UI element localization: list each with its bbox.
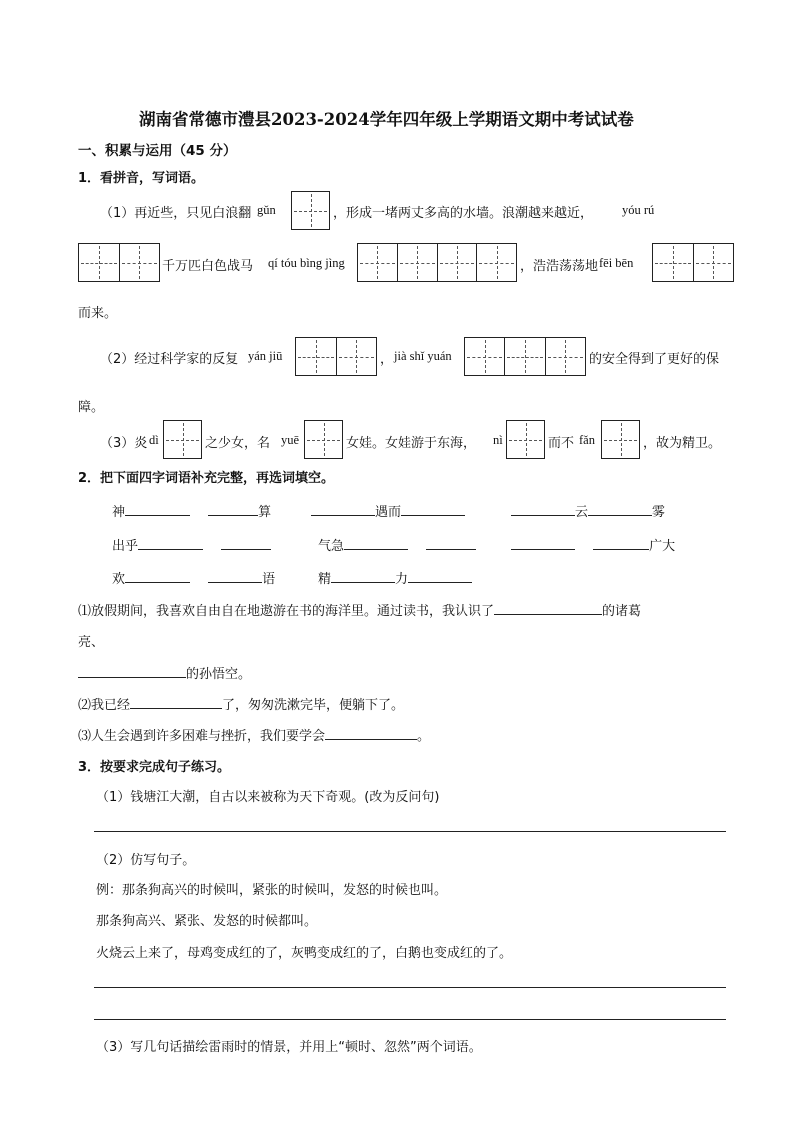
idiom-8-blank[interactable] <box>331 569 395 583</box>
q3-part3: （3）写几句话描绘雷雨时的情景，并用上“顿时、忽然”两个词语。 <box>96 1040 482 1055</box>
q3-part2: （2）仿写句子。 <box>96 853 196 868</box>
fill-sentence-1-line2 <box>78 663 251 682</box>
idiom-1-blank[interactable] <box>125 502 190 516</box>
idiom-4-char: 出乎 <box>112 539 139 554</box>
q1-part1-text-b: ，形成一堵两丈多高的水墙。浪潮越来越近， <box>333 206 594 221</box>
question-1-heading: 1．看拼音，写词语。 <box>78 171 205 186</box>
q3-example-2: 那条狗高兴、紧张、发怒的时候都叫。 <box>96 914 318 929</box>
q1-part2-text-a: （2）经过科学家的反复 <box>100 352 239 367</box>
q1-part2-text-b: ， <box>380 352 394 367</box>
idiom-7 <box>112 568 275 587</box>
idiom-7-blank-2[interactable] <box>208 569 262 583</box>
answer-line-3[interactable] <box>94 1019 726 1020</box>
idiom-8-char: 精 <box>318 572 332 587</box>
q1-part2-text-d: 障。 <box>78 400 105 415</box>
question-3-heading: 3．按要求完成句子练习。 <box>78 760 231 775</box>
question-2-heading: 2．把下面四字词语补充完整，再选词填空。 <box>78 471 335 486</box>
fill-sentence-2-text-b: 了，匆匆洗漱完毕，便躺下了。 <box>222 698 405 713</box>
answer-box-jiashiyuan[interactable] <box>464 337 586 376</box>
answer-box-yue[interactable] <box>304 420 343 459</box>
idiom-8-char-2: 力 <box>395 572 409 587</box>
idiom-1 <box>112 501 271 520</box>
q1-part1-text-d: ，浩浩荡荡地 <box>520 259 599 274</box>
fill-blank-3[interactable] <box>130 695 222 709</box>
idiom-8 <box>318 568 472 587</box>
idiom-7-char-2: 语 <box>262 572 276 587</box>
pinyin-ni: nì <box>493 433 503 447</box>
answer-box-yanjiu[interactable] <box>295 337 377 376</box>
q1-part3-text-c: 女娃。女娃游于东海， <box>346 436 477 451</box>
pinyin-gun: gǔn <box>257 203 276 217</box>
q1-part1-text-a: （1）再近些，只见白浪翻 <box>100 206 252 221</box>
q1-part3-text-d: 而不 <box>548 436 575 451</box>
fill-sentence-1-text-a: ⑴放假期间，我喜欢自由自在地遨游在书的海洋里。通过读书，我认识了 <box>78 604 495 619</box>
idiom-3-char-2: 雾 <box>652 505 666 520</box>
answer-box-yourru[interactable] <box>78 243 160 282</box>
fill-sentence-1-cont: 亮、 <box>78 635 105 650</box>
pinyin-fan: fǎn <box>579 433 595 447</box>
idiom-5-blank-2[interactable] <box>426 536 476 550</box>
fill-sentence-1-text-d: 的孙悟空。 <box>186 667 252 682</box>
idiom-2-char: 遇而 <box>375 505 402 520</box>
fill-blank-1[interactable] <box>494 601 602 615</box>
idiom-2-blank[interactable] <box>311 502 375 516</box>
fill-sentence-2-text-a: ⑵我已经 <box>78 698 131 713</box>
answer-box-ni[interactable] <box>506 420 545 459</box>
fill-sentence-2 <box>78 694 404 713</box>
idiom-1-char-2: 算 <box>258 505 272 520</box>
idiom-2 <box>311 501 465 520</box>
q3-prompt-sentence: 火烧云上来了，母鸡变成红的了，灰鸭变成红的了，白鹅也变成红的了。 <box>96 946 513 961</box>
idiom-7-char: 欢 <box>112 572 126 587</box>
answer-box-feiben[interactable] <box>652 243 734 282</box>
fill-sentence-3 <box>78 725 430 744</box>
q3-example-1: 例：那条狗高兴的时候叫，紧张的时候叫，发怒的时候也叫。 <box>96 883 448 898</box>
idiom-3-blank[interactable] <box>511 502 575 516</box>
answer-box-fan[interactable] <box>601 420 640 459</box>
idiom-1-char: 神 <box>112 505 126 520</box>
pinyin-jiashiyuan: jià shǐ yuán <box>394 349 452 363</box>
idiom-3-blank-2[interactable] <box>588 502 652 516</box>
idiom-5-char: 气急 <box>318 539 345 554</box>
idiom-3-char: 云 <box>575 505 589 520</box>
idiom-6-char: 广大 <box>649 539 676 554</box>
answer-box-di[interactable] <box>163 420 202 459</box>
answer-box-gun[interactable] <box>291 191 330 230</box>
section-heading: 一、积累与运用（45 分） <box>78 143 237 159</box>
answer-box-qitoubingjing[interactable] <box>357 243 517 282</box>
fill-blank-4[interactable] <box>325 726 417 740</box>
idiom-3 <box>511 501 665 520</box>
idiom-8-blank-2[interactable] <box>408 569 472 583</box>
pinyin-yue: yuē <box>281 433 300 447</box>
idiom-5 <box>318 535 476 554</box>
idiom-6-blank-2[interactable] <box>593 536 649 550</box>
pinyin-yanjiu: yán jiū <box>248 349 283 363</box>
idiom-2-blank-2[interactable] <box>401 502 465 516</box>
idiom-4-blank-2[interactable] <box>221 536 271 550</box>
fill-sentence-3-text-a: ⑶人生会遇到许多困难与挫折，我们要学会 <box>78 729 326 744</box>
q1-part3-text-a: （3）炎 <box>100 436 148 451</box>
q1-part3-text-b: 之少女，名 <box>205 436 271 451</box>
answer-line-2[interactable] <box>94 987 726 988</box>
answer-line-1[interactable] <box>94 831 726 832</box>
exam-title: 湖南省常德市澧县2023-2024学年四年级上学期语文期中考试试卷 <box>139 110 634 129</box>
fill-sentence-1-text-b: 的诸葛 <box>602 604 642 619</box>
fill-sentence-3-text-b: 。 <box>417 729 431 744</box>
idiom-5-blank[interactable] <box>344 536 408 550</box>
fill-blank-2[interactable] <box>78 664 186 678</box>
q1-part1-text-c: 千万匹白色战马 <box>162 259 254 274</box>
pinyin-qitoubingjing: qí tóu bìng jìng <box>268 256 345 270</box>
fill-sentence-1 <box>78 600 641 619</box>
q1-part2-text-c: 的安全得到了更好的保 <box>589 352 720 367</box>
idiom-4 <box>112 535 271 554</box>
idiom-6-blank[interactable] <box>511 536 575 550</box>
idiom-1-blank-2[interactable] <box>208 502 258 516</box>
idiom-6 <box>511 535 675 554</box>
pinyin-yourru: yóu rú <box>622 203 655 217</box>
q3-part1: （1）钱塘江大潮，自古以来被称为天下奇观。(改为反问句) <box>96 790 440 805</box>
idiom-7-blank[interactable] <box>125 569 190 583</box>
idiom-4-blank[interactable] <box>138 536 203 550</box>
pinyin-feiben: fēi bēn <box>599 256 634 270</box>
q1-part3-text-e: ，故为精卫。 <box>643 436 722 451</box>
q1-part1-text-e: 而来。 <box>78 306 118 321</box>
pinyin-di: dì <box>149 433 159 447</box>
